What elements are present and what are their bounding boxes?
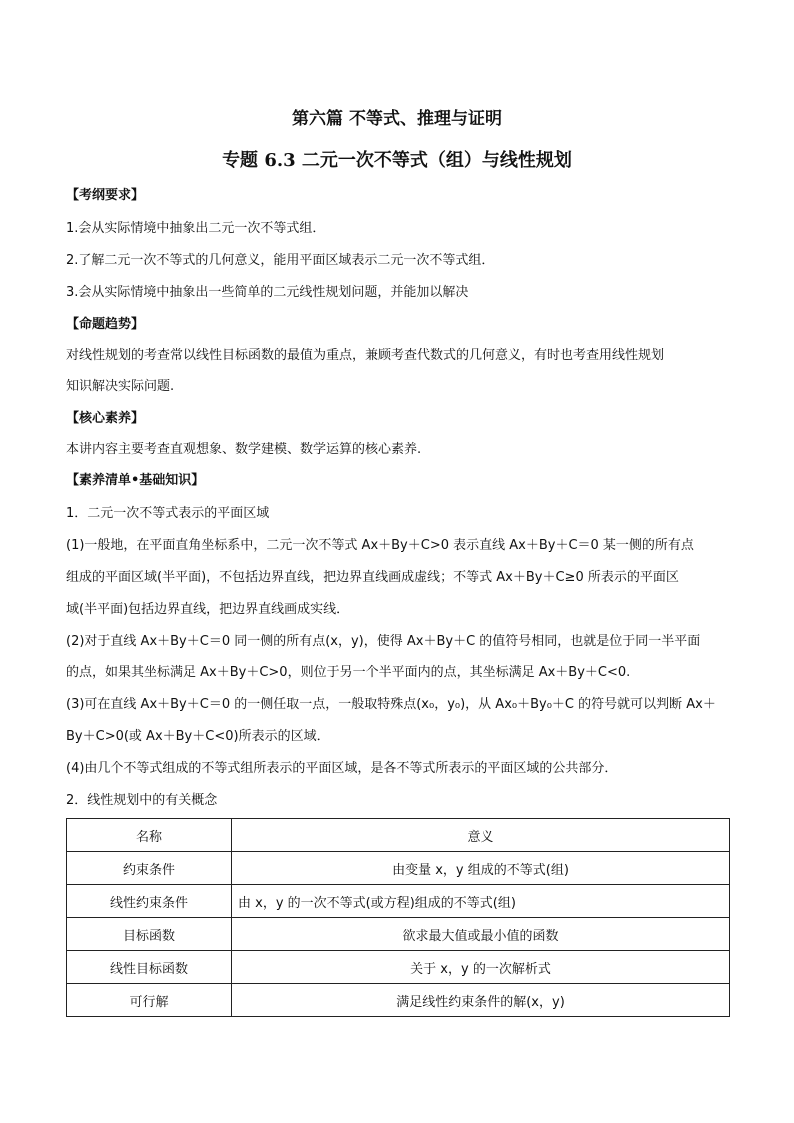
table-header-name: 名称 (67, 819, 232, 852)
table-cell-meaning: 欲求最大值或最小值的函数 (232, 918, 730, 951)
topic-title: 专题 6.3 二元一次不等式（组）与线性规划 (222, 150, 572, 171)
table-cell-term: 可行解 (67, 984, 232, 1017)
table-row (67, 918, 730, 951)
topic1-title: 1．二元一次不等式表示的平面区域 (66, 506, 270, 521)
para-line-2: 组成的平面区域(半平面)，不包括边界直线，把边界直线画成虚线；不等式 Ax＋By＋C≥0 所表示的平面区 (66, 570, 679, 585)
table-row (67, 885, 730, 918)
trend-heading: 【命题趋势】 (66, 317, 145, 332)
para-line-5: 的点，如果其坐标满足 Ax＋By＋C>0，则位于另一个半平面内的点，其坐标满足 Ax＋By＋C<0. (66, 665, 631, 680)
table-cell-term: 目标函数 (67, 918, 232, 951)
para-line-1: (1)一般地，在平面直角坐标系中，二元一次不等式 Ax＋By＋C>0 表示直线 Ax＋By＋C＝0 某一侧的所有点 (66, 538, 694, 553)
table-cell-meaning: 由 x，y 的一次不等式(或方程)组成的不等式(组) (232, 885, 730, 918)
table-row (67, 852, 730, 885)
trend-line-1: 对线性规划的考查常以线性目标函数的最值为重点，兼顾考查代数式的几何意义，有时也考查用线性规划 (66, 348, 665, 363)
trend-line-2: 知识解决实际问题. (66, 379, 175, 394)
table-cell-meaning: 由变量 x，y 组成的不等式(组) (232, 852, 730, 885)
topic2-title: 2．线性规划中的有关概念 (66, 793, 218, 808)
table-cell-meaning: 关于 x，y 的一次解析式 (232, 951, 730, 984)
para-line-4: (2)对于直线 Ax＋By＋C＝0 同一侧的所有点(x，y)，使得 Ax＋By＋C 的值符号相同，也就是位于同一半平面 (66, 634, 701, 649)
chapter-title: 第六篇 不等式、推理与证明 (292, 109, 502, 129)
table-header-meaning: 意义 (232, 819, 730, 852)
kaogang-item-2: 2.了解二元一次不等式的几何意义，能用平面区域表示二元一次不等式组． (66, 253, 495, 268)
table-cell-term: 线性约束条件 (67, 885, 232, 918)
basic-heading: 【素养清单•基础知识】 (66, 473, 205, 488)
table-header-row (67, 819, 730, 852)
para-line-3: 域(半平面)包括边界直线，把边界直线画成实线． (66, 602, 350, 617)
para-line-8: (4)由几个不等式组成的不等式组所表示的平面区域，是各不等式所表示的平面区域的公共部分． (66, 761, 618, 776)
para-line-6: (3)可在直线 Ax＋By＋C＝0 的一侧任取一点，一般取特殊点(x₀，y₀)，从 Ax₀＋By₀＋C 的符号就可以判断 Ax＋ (66, 697, 716, 712)
table-cell-term: 线性目标函数 (67, 951, 232, 984)
table-row (67, 984, 730, 1017)
core-heading: 【核心素养】 (66, 411, 145, 426)
concept-table (66, 818, 730, 1017)
kaogang-item-1: 1.会从实际情境中抽象出二元一次不等式组． (66, 221, 326, 236)
kaogang-heading: 【考纲要求】 (66, 188, 145, 203)
table-cell-term: 约束条件 (67, 852, 232, 885)
para-line-7: By＋C>0(或 Ax＋By＋C<0)所表示的区域． (66, 729, 330, 744)
core-text: 本讲内容主要考查直观想象、数学建模、数学运算的核心素养. (66, 442, 422, 457)
kaogang-item-3: 3.会从实际情境中抽象出一些简单的二元线性规划问题，并能加以解决 (66, 285, 469, 300)
table-cell-meaning: 满足线性约束条件的解(x，y) (232, 984, 730, 1017)
table-row (67, 951, 730, 984)
